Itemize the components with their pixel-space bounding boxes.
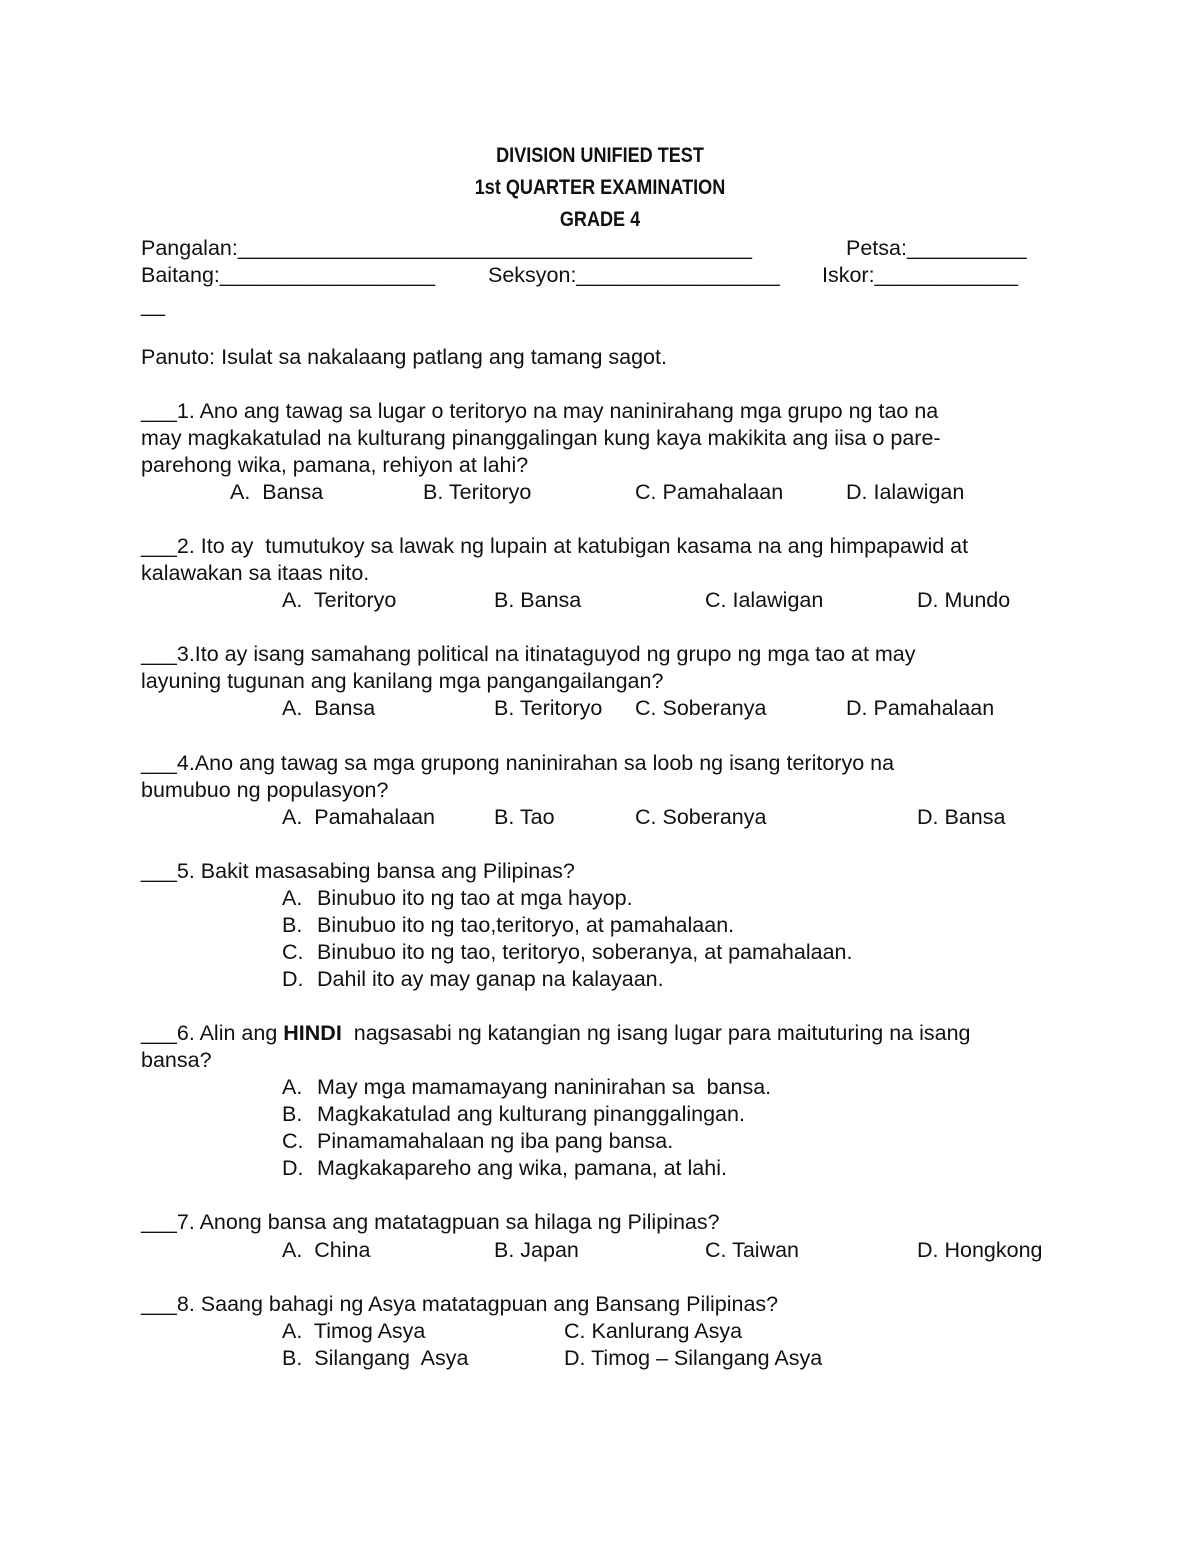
option-letter: D. — [282, 1156, 304, 1180]
question-5-option-d — [282, 966, 664, 993]
option-letter: C. — [282, 940, 304, 964]
question-1-option-a: A. Bansa — [230, 480, 324, 504]
question-2-line-2: kalawakan sa itaas nito. — [141, 561, 370, 585]
question-8-line-1: ___8. Saang bahagi ng Asya matatagpuan ang Bansang Pilipinas? — [141, 1292, 779, 1316]
option-text: Binubuo ito ng tao, teritoryo, soberanya, at pamahalaan. — [317, 940, 853, 964]
grade-level: GRADE 4 — [559, 208, 641, 231]
question-1-line-3: parehong wika, pamana, rehiyon at lahi? — [141, 453, 529, 477]
question-1-line-1: ___1. Ano ang tawag sa lugar o teritoryo na may naninirahang mga grupo ng tao na — [141, 399, 939, 423]
option-text: Magkakatulad ang kulturang pinanggalingan. — [317, 1102, 745, 1126]
question-7-line-1: ___7. Anong bansa ang matatagpuan sa hilaga ng Pilipinas? — [141, 1210, 720, 1234]
question-6-option-d — [282, 1155, 727, 1182]
question-4-option-b: B. Tao — [494, 805, 555, 829]
option-letter: A. — [282, 886, 303, 910]
score-field: Iskor:____________ — [822, 263, 1019, 287]
question-8-option-d: D. Timog – Silangang Asya — [564, 1346, 823, 1370]
question-3-option-b: B. Teritoryo — [494, 696, 603, 720]
test-title: DIVISION UNIFIED TEST — [496, 144, 704, 167]
option-text: Binubuo ito ng tao,teritoryo, at pamahalaan. — [317, 913, 735, 937]
instructions: Panuto: Isulat sa nakalaang patlang ang tamang sagot. — [141, 345, 667, 369]
option-text: Pinamamahalaan ng iba pang bansa. — [317, 1129, 674, 1153]
question-1-option-c: C. Pamahalaan — [635, 480, 784, 504]
question-5-line-1: ___5. Bakit masasabing bansa ang Pilipinas? — [141, 859, 575, 883]
option-letter: B. — [282, 1102, 303, 1126]
option-letter: A. — [282, 1075, 303, 1099]
question-3-option-d: D. Pamahalaan — [846, 696, 995, 720]
question-8-option-c: C. Kanlurang Asya — [564, 1319, 743, 1343]
test-subtitle: 1st QUARTER EXAMINATION — [474, 176, 726, 199]
question-4-option-c: C. Soberanya — [635, 805, 767, 829]
question-3-option-c: C. Soberanya — [635, 696, 767, 720]
question-2-line-1: ___2. Ito ay tumutukoy sa lawak ng lupain at katubigan kasama na ang himpapawid at — [141, 534, 969, 558]
option-letter: C. — [282, 1129, 304, 1153]
baitang-field: Baitang:__________________ — [141, 263, 436, 287]
question-6-option-c — [282, 1128, 673, 1155]
question-4-line-2: bumubuo ng populasyon? — [141, 778, 389, 802]
question-2-option-d: D. Mundo — [917, 588, 1011, 612]
option-text: May mga mamamayang naninirahan sa bansa. — [317, 1075, 772, 1099]
question-6-suffix: nagsasabi ng katangian ng isang lugar para maituturing na isang — [341, 1021, 971, 1045]
question-2-option-c: C. Ialawigan — [705, 588, 824, 612]
question-4-option-a: A. Pamahalaan — [282, 805, 435, 829]
option-letter: D. — [282, 967, 304, 991]
question-4-line-1: ___4.Ano ang tawag sa mga grupong naninirahan sa loob ng isang teritoryo na — [141, 751, 895, 775]
option-text: Magkakapareho ang wika, pamana, at lahi. — [317, 1156, 727, 1180]
name-field: Pangalan:___________________________________________ — [141, 236, 752, 260]
score-field-continuation: __ — [141, 293, 165, 317]
question-2-option-a: A. Teritoryo — [282, 588, 397, 612]
question-2-option-b: B. Bansa — [494, 588, 582, 612]
question-6-option-b — [282, 1101, 745, 1128]
question-1-line-2: may magkakatulad na kulturang pinanggalingan kung kaya makikita ang iisa o pare- — [141, 426, 941, 450]
question-6-prefix: ___6. Alin ang — [141, 1021, 284, 1045]
question-1-option-b: B. Teritoryo — [423, 480, 532, 504]
option-text: Dahil ito ay may ganap na kalayaan. — [317, 967, 664, 991]
question-5-option-c — [282, 939, 852, 966]
question-6-emphasis: HINDI — [283, 1021, 342, 1045]
question-5-option-a — [282, 885, 633, 912]
question-6-line-1 — [141, 1020, 971, 1047]
seksyon-field: Seksyon:_________________ — [488, 263, 780, 287]
question-8-option-b: B. Silangang Asya — [282, 1346, 469, 1370]
question-7-option-b: B. Japan — [494, 1238, 579, 1262]
question-4-option-d: D. Bansa — [917, 805, 1006, 829]
question-1-option-d: D. Ialawigan — [846, 480, 965, 504]
option-text: Binubuo ito ng tao at mga hayop. — [317, 886, 633, 910]
option-letter: B. — [282, 913, 303, 937]
question-6-option-a — [282, 1074, 771, 1101]
question-7-option-a: A. China — [282, 1238, 371, 1262]
question-5-option-b — [282, 912, 734, 939]
question-7-option-c: C. Taiwan — [705, 1238, 800, 1262]
question-3-line-2: layuning tugunan ang kanilang mga pangangailangan? — [141, 669, 664, 693]
question-3-line-1: ___3.Ito ay isang samahang political na itinataguyod ng grupo ng mga tao at may — [141, 642, 916, 666]
date-field: Petsa:__________ — [846, 236, 1027, 260]
question-7-option-d: D. Hongkong — [917, 1238, 1043, 1262]
question-6-line-2: bansa? — [141, 1048, 212, 1072]
question-8-option-a: A. Timog Asya — [282, 1319, 426, 1343]
question-3-option-a: A. Bansa — [282, 696, 376, 720]
